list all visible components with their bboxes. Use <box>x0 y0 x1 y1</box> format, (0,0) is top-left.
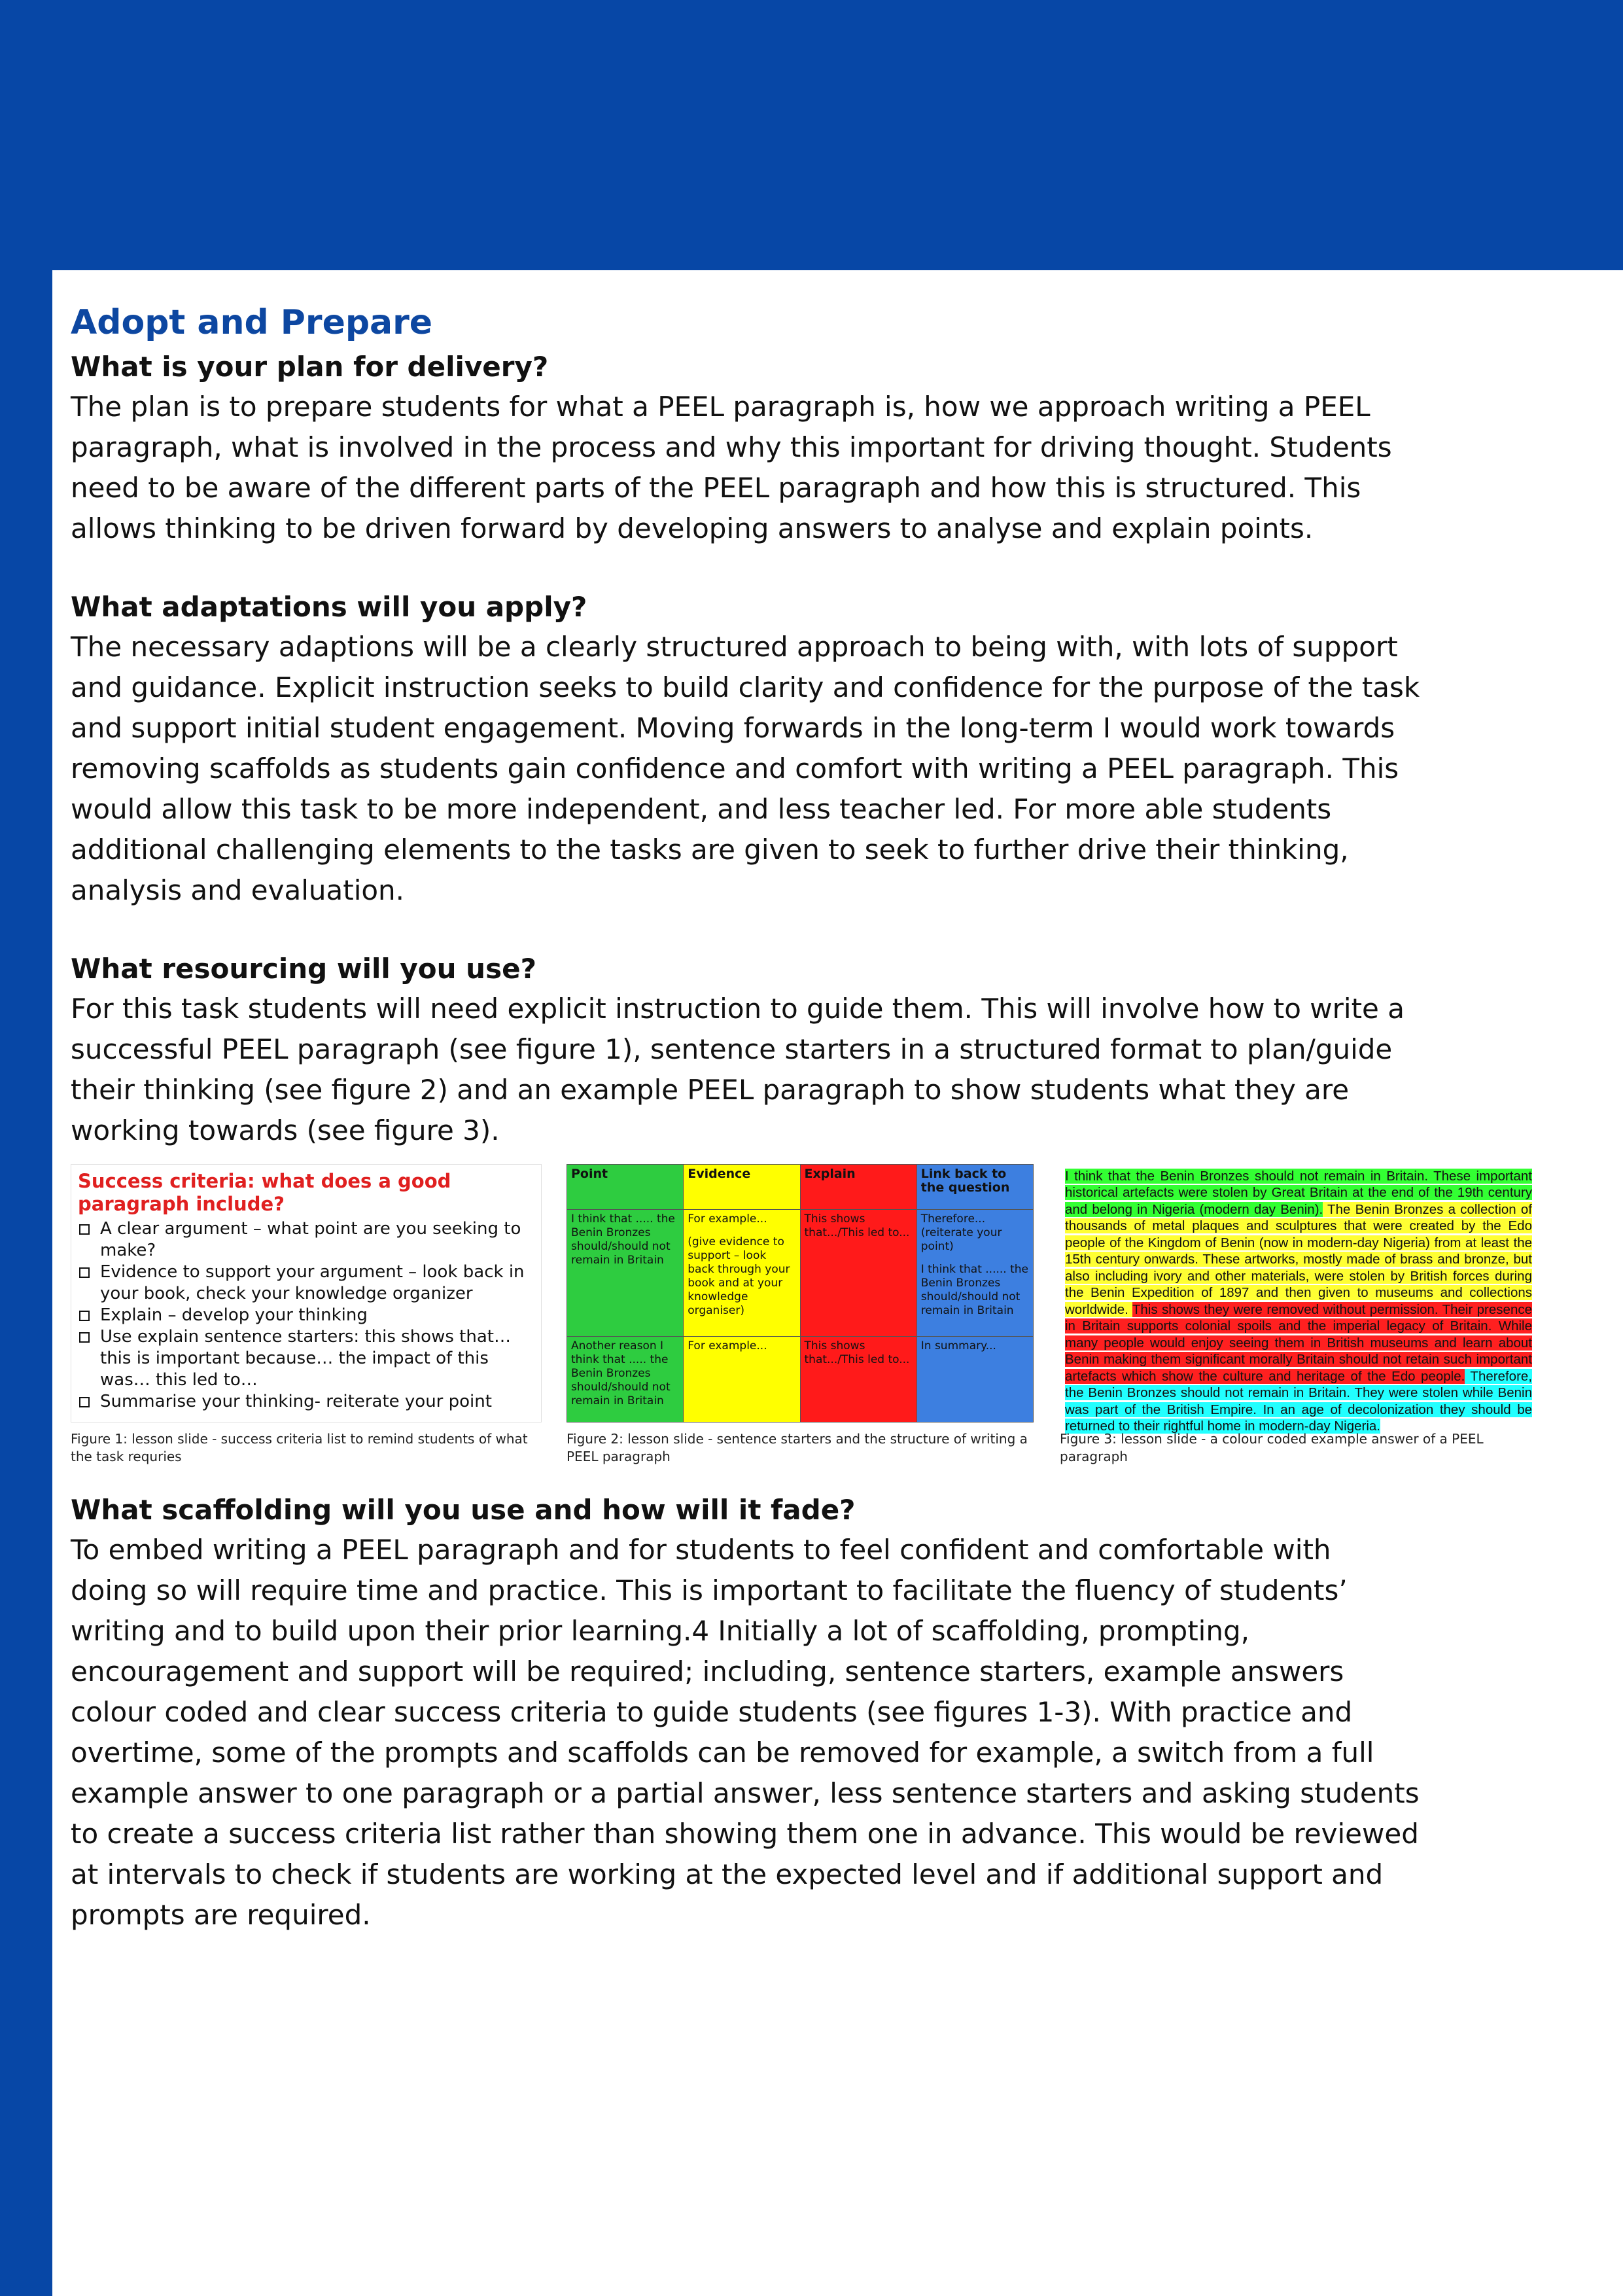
left-accent-bar <box>0 270 52 2296</box>
text-line: analysis and evaluation. <box>71 874 405 906</box>
text-line: example answer to one paragraph or a partial answer, less sentence starters and asking students <box>71 1776 1420 1809</box>
header-evidence: Evidence <box>684 1164 800 1209</box>
text-line: would allow this task to be more independent, and less teacher led. For more able students <box>71 792 1332 825</box>
header-band <box>0 0 1623 270</box>
slide-title: Success criteria: what does a good paragraph include? <box>78 1169 451 1215</box>
figure-1 <box>71 1164 542 1466</box>
table-cell <box>916 1209 1033 1337</box>
table-cell: For example... <box>684 1337 800 1422</box>
text-line: their thinking (see figure 2) and an example PEEL paragraph to show students what they are <box>71 1073 1350 1106</box>
question-heading: What scaffolding will you use and how will it fade? <box>71 1493 856 1526</box>
text-line: paragraph, what is involved in the process and why this important for driving thought. Students <box>71 431 1392 464</box>
answer-adaptations <box>71 627 1569 911</box>
cell-text: For example... <box>688 1212 767 1226</box>
text-line: successful PEEL paragraph (see figure 1), sentence starters in a structured format to plan/guide <box>71 1033 1393 1065</box>
text-line: The necessary adaptions will be a clearly structured approach to being with, with lots of support <box>71 630 1398 663</box>
header-point: Point <box>567 1164 684 1209</box>
text-line: writing and to build upon their prior learning.4 Initially a lot of scaffolding, prompting, <box>71 1614 1249 1647</box>
list-item: Explain – develop your thinking <box>78 1305 534 1326</box>
main-content <box>71 288 1569 1935</box>
question-heading: What resourcing will you use? <box>71 952 536 985</box>
text-line: to create a success criteria list rather than showing them one in advance. This would be reviewed <box>71 1817 1419 1850</box>
cell-text: I think that ...... the Benin Bronzes should/should not remain in Britain <box>920 1262 1029 1317</box>
text-line: and support initial student engagement. Moving forwards in the long-term I would work towards <box>71 711 1395 744</box>
answer-scaffolding <box>71 1530 1569 1935</box>
question-heading: What is your plan for delivery? <box>71 351 549 383</box>
explain-highlight: This shows they were removed without permission. Their presence in Britain supports colonial spoils and the imperial legacy of Britain. While many people would enjoy seeing them in British museums and learn about Benin making them significant morally Britain should not retain such important artefacts which show the culture and heritage of the Edo people. <box>1065 1301 1532 1384</box>
list-item: Summarise your thinking- reiterate your point <box>78 1391 534 1413</box>
example-answer-slide <box>1060 1164 1537 1434</box>
list-item: Use explain sentence starters: this shows that… this is important because… the impact of this was… this led to… <box>78 1326 534 1391</box>
text-line: prompts are required. <box>71 1898 371 1931</box>
figure-caption: Figure 3: lesson slide - a colour coded example answer of a PEEL paragraph <box>1060 1430 1484 1464</box>
example-paragraph <box>1060 1164 1537 1439</box>
figure-caption: Figure 2: lesson slide - sentence starters and the structure of writing a PEEL paragraph <box>567 1430 1028 1464</box>
table-cell: In summary... <box>916 1337 1033 1422</box>
point-highlight: I think that the Benin Bronzes should not remain in Britain. These important historical artefacts were stolen by Great Britain at the end of the 19th century and belong in Nigeria (modern day Benin). <box>1065 1168 1532 1217</box>
text-line: encouragement and support will be required; including, sentence starters, example answers <box>71 1655 1344 1687</box>
criteria-list <box>71 1218 541 1413</box>
table-cell: This shows that.../This led to... <box>800 1209 916 1337</box>
text-line: and guidance. Explicit instruction seeks to build clarity and confidence for the purpose of the task <box>71 671 1420 703</box>
text-line: at intervals to check if students are working at the expected level and if additional support and <box>71 1858 1384 1890</box>
figures-row <box>71 1164 1569 1491</box>
table-cell: I think that ..... the Benin Bronzes should/should not remain in Britain <box>567 1209 684 1337</box>
text-line: allows thinking to be driven forward by developing answers to analyse and explain points. <box>71 512 1314 545</box>
figure-caption: Figure 1: lesson slide - success criteria list to remind students of what the task requries <box>71 1430 528 1464</box>
list-item: A clear argument – what point are you seeking to make? <box>78 1218 534 1262</box>
figure-3 <box>1060 1164 1537 1466</box>
text-line: overtime, some of the prompts and scaffolds can be removed for example, a switch from a full <box>71 1736 1374 1769</box>
text-line: working towards (see figure 3). <box>71 1114 500 1146</box>
text-line: removing scaffolds as students gain confidence and comfort with writing a PEEL paragraph. This <box>71 752 1399 785</box>
cell-text: Therefore... (reiterate your point) <box>920 1212 1002 1253</box>
question-heading: What adaptations will you apply? <box>71 591 587 624</box>
text-line: colour coded and clear success criteria to guide students (see figures 1-3). With practice and <box>71 1695 1353 1728</box>
link-highlight: Therefore, the Benin Bronzes should not remain in Britain. They were stolen while Benin was part of the British Empire. In an age of decolonization they should be returned to their rightful home in modern-day Nigeria. <box>1065 1368 1532 1434</box>
answer-resourcing <box>71 989 1569 1151</box>
table-cell: Another reason I think that ..... the Benin Bronzes should/should not remain in Britain <box>567 1337 684 1422</box>
table-cell <box>684 1209 800 1337</box>
text-line: For this task students will need explicit instruction to guide them. This will involve how to write a <box>71 992 1405 1025</box>
section-title: Adopt and Prepare <box>71 303 433 342</box>
table-cell: This shows that.../This led to... <box>800 1337 916 1422</box>
text-line: doing so will require time and practice. This is important to facilitate the fluency of students’ <box>71 1574 1348 1606</box>
text-line: need to be aware of the different parts of the PEEL paragraph and how this is structured. This <box>71 472 1361 504</box>
answer-plan <box>71 387 1569 549</box>
cell-text: (give evidence to support – look back through your book and at your knowledge organiser) <box>688 1235 790 1317</box>
success-criteria-slide <box>71 1164 542 1422</box>
text-line: To embed writing a PEEL paragraph and for students to feel confident and comfortable with <box>71 1533 1331 1566</box>
header-explain: Explain <box>800 1164 916 1209</box>
figure-2 <box>567 1164 1034 1466</box>
peel-table <box>567 1164 1034 1422</box>
text-line: additional challenging elements to the tasks are given to seek to further drive their thinking, <box>71 833 1349 866</box>
text-line: The plan is to prepare students for what a PEEL paragraph is, how we approach writing a PEEL <box>71 391 1370 423</box>
list-item: Evidence to support your argument – look back in your book, check your knowledge organizer <box>78 1262 534 1305</box>
evidence-highlight: The Benin Bronzes a collection of thousands of metal plaques and sculptures that were created by the Edo people of the Kingdom of Benin (now in modern-day Nigeria) from at least the 15th century onwards. These artworks, mostly made of brass and bronze, but also including ivory and other materials, were stolen by British forces during the Benin Expedition of 1897 and then given to museums and collections worldwide. <box>1065 1201 1532 1317</box>
header-link: Link back to the question <box>916 1164 1033 1209</box>
